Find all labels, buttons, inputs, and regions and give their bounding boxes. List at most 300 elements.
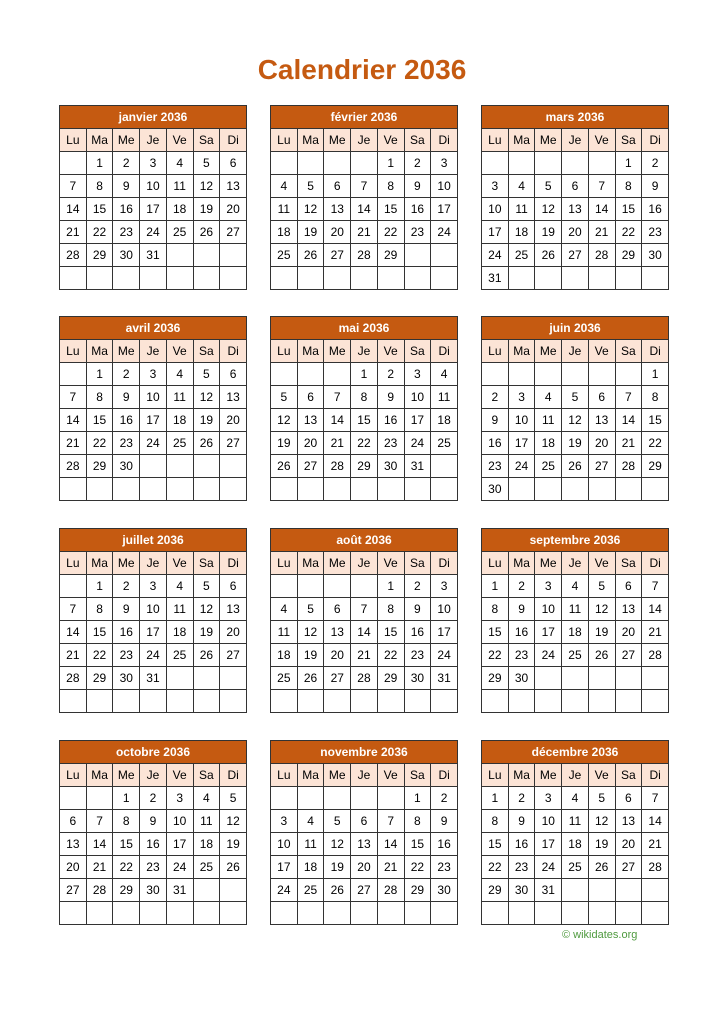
- day-cell: [482, 902, 509, 925]
- weekday-label: Di: [220, 129, 247, 152]
- day-cell: [588, 152, 615, 175]
- day-cell: [297, 363, 324, 386]
- weekday-label: Di: [431, 552, 458, 575]
- day-cell: 9: [642, 175, 669, 198]
- day-cell: 23: [140, 856, 167, 879]
- day-cell: 16: [642, 198, 669, 221]
- day-cell: 13: [562, 198, 589, 221]
- day-cell: [193, 690, 220, 713]
- day-cell: 18: [193, 833, 220, 856]
- day-cell: 8: [377, 175, 404, 198]
- day-cell: [588, 690, 615, 713]
- day-cell: [615, 879, 642, 902]
- day-cell: 18: [535, 432, 562, 455]
- day-cell: 30: [508, 667, 535, 690]
- weekday-label: Je: [351, 340, 378, 363]
- weekday-label: Me: [324, 340, 351, 363]
- weekday-label: Sa: [404, 764, 431, 787]
- day-cell: 23: [482, 455, 509, 478]
- weekday-label: Lu: [482, 129, 509, 152]
- week-row: [271, 690, 458, 713]
- day-cell: 18: [562, 621, 589, 644]
- day-cell: 29: [642, 455, 669, 478]
- day-cell: [642, 879, 669, 902]
- day-cell: 13: [60, 833, 87, 856]
- week-row: [271, 621, 458, 644]
- day-cell: 28: [615, 455, 642, 478]
- weekday-label: Ve: [377, 764, 404, 787]
- day-cell: 13: [615, 810, 642, 833]
- day-cell: [377, 267, 404, 290]
- day-cell: [535, 667, 562, 690]
- week-row: [271, 175, 458, 198]
- day-cell: 9: [113, 175, 140, 198]
- week-row: [60, 644, 247, 667]
- day-cell: 11: [166, 175, 193, 198]
- day-cell: [193, 267, 220, 290]
- day-cell: 27: [220, 221, 247, 244]
- day-cell: [642, 267, 669, 290]
- weekday-label: Ve: [166, 129, 193, 152]
- weekday-header-row: [60, 764, 247, 787]
- day-cell: 9: [140, 810, 167, 833]
- day-cell: 3: [508, 386, 535, 409]
- day-cell: [615, 690, 642, 713]
- week-row: [60, 409, 247, 432]
- week-row: [482, 856, 669, 879]
- day-cell: 20: [220, 409, 247, 432]
- day-cell: [642, 690, 669, 713]
- weekday-label: Di: [431, 764, 458, 787]
- day-cell: [562, 902, 589, 925]
- day-cell: 18: [297, 856, 324, 879]
- week-row: [482, 221, 669, 244]
- weekday-label: Di: [220, 552, 247, 575]
- day-cell: 29: [404, 879, 431, 902]
- weekday-label: Je: [562, 552, 589, 575]
- day-cell: [482, 152, 509, 175]
- day-cell: 22: [351, 432, 378, 455]
- day-cell: 26: [193, 644, 220, 667]
- week-row: [482, 667, 669, 690]
- day-cell: [324, 363, 351, 386]
- day-cell: 30: [113, 244, 140, 267]
- day-cell: [297, 902, 324, 925]
- day-cell: 6: [60, 810, 87, 833]
- day-cell: 24: [271, 879, 298, 902]
- weekday-label: Di: [220, 764, 247, 787]
- day-cell: 9: [508, 598, 535, 621]
- day-cell: 13: [297, 409, 324, 432]
- day-cell: [60, 478, 87, 501]
- day-cell: 6: [220, 575, 247, 598]
- day-cell: [351, 267, 378, 290]
- day-cell: 17: [271, 856, 298, 879]
- day-cell: 21: [642, 621, 669, 644]
- day-cell: [324, 690, 351, 713]
- day-cell: 1: [86, 575, 113, 598]
- day-cell: 25: [271, 244, 298, 267]
- day-cell: 30: [113, 455, 140, 478]
- day-cell: 22: [642, 432, 669, 455]
- weekday-label: Ve: [588, 764, 615, 787]
- day-cell: 17: [431, 198, 458, 221]
- day-cell: 16: [113, 198, 140, 221]
- day-cell: [86, 478, 113, 501]
- day-cell: 23: [377, 432, 404, 455]
- week-row: [60, 690, 247, 713]
- weekday-label: Je: [562, 764, 589, 787]
- day-cell: 28: [377, 879, 404, 902]
- day-cell: 26: [220, 856, 247, 879]
- day-cell: [508, 478, 535, 501]
- week-row: [482, 409, 669, 432]
- day-cell: 2: [642, 152, 669, 175]
- weekday-label: Lu: [482, 764, 509, 787]
- weekday-label: Me: [535, 129, 562, 152]
- weekday-label: Ma: [297, 552, 324, 575]
- day-cell: 5: [271, 386, 298, 409]
- day-cell: 26: [535, 244, 562, 267]
- day-cell: [482, 363, 509, 386]
- day-cell: 11: [271, 621, 298, 644]
- day-cell: 6: [297, 386, 324, 409]
- weekday-header-row: [271, 764, 458, 787]
- day-cell: [377, 902, 404, 925]
- day-cell: [193, 478, 220, 501]
- day-cell: 15: [86, 409, 113, 432]
- month-title: juillet 2036: [60, 529, 247, 552]
- day-cell: 16: [140, 833, 167, 856]
- week-row: [482, 455, 669, 478]
- weekday-label: Lu: [60, 764, 87, 787]
- day-cell: 15: [86, 198, 113, 221]
- day-cell: 13: [324, 621, 351, 644]
- day-cell: 27: [351, 879, 378, 902]
- day-cell: 20: [615, 833, 642, 856]
- day-cell: [166, 455, 193, 478]
- day-cell: [404, 478, 431, 501]
- week-row: [271, 478, 458, 501]
- day-cell: 11: [562, 810, 589, 833]
- weekday-label: Je: [140, 129, 167, 152]
- day-cell: 16: [113, 621, 140, 644]
- day-cell: 22: [377, 221, 404, 244]
- day-cell: 9: [113, 598, 140, 621]
- week-row: [60, 432, 247, 455]
- day-cell: 3: [482, 175, 509, 198]
- week-row: [60, 598, 247, 621]
- day-cell: 2: [508, 787, 535, 810]
- weekday-label: Ve: [588, 552, 615, 575]
- week-row: [60, 152, 247, 175]
- day-cell: [60, 787, 87, 810]
- day-cell: 10: [508, 409, 535, 432]
- weekday-label: Lu: [482, 340, 509, 363]
- day-cell: [60, 152, 87, 175]
- day-cell: 14: [60, 621, 87, 644]
- day-cell: 28: [642, 644, 669, 667]
- day-cell: 20: [297, 432, 324, 455]
- day-cell: 5: [562, 386, 589, 409]
- day-cell: [271, 363, 298, 386]
- day-cell: 26: [588, 856, 615, 879]
- day-cell: 26: [562, 455, 589, 478]
- day-cell: 31: [404, 455, 431, 478]
- day-cell: 3: [140, 152, 167, 175]
- week-row: [271, 879, 458, 902]
- day-cell: [351, 575, 378, 598]
- day-cell: 16: [482, 432, 509, 455]
- weekday-label: Ve: [377, 552, 404, 575]
- day-cell: [404, 902, 431, 925]
- day-cell: [431, 244, 458, 267]
- day-cell: [166, 267, 193, 290]
- day-cell: 28: [60, 667, 87, 690]
- weekday-label: Ve: [166, 340, 193, 363]
- day-cell: 16: [508, 621, 535, 644]
- weekday-label: Ve: [166, 764, 193, 787]
- day-cell: [615, 478, 642, 501]
- day-cell: 24: [140, 644, 167, 667]
- day-cell: 31: [482, 267, 509, 290]
- day-cell: 16: [431, 833, 458, 856]
- day-cell: 18: [508, 221, 535, 244]
- day-cell: 12: [297, 198, 324, 221]
- day-cell: 5: [193, 152, 220, 175]
- day-cell: 10: [140, 598, 167, 621]
- weekday-label: Me: [535, 340, 562, 363]
- weekday-label: Ma: [508, 129, 535, 152]
- day-cell: 17: [404, 409, 431, 432]
- day-cell: 17: [535, 833, 562, 856]
- day-cell: 30: [140, 879, 167, 902]
- weekday-label: Lu: [271, 764, 298, 787]
- day-cell: [193, 455, 220, 478]
- day-cell: [220, 667, 247, 690]
- day-cell: 7: [60, 175, 87, 198]
- weekday-header-row: [271, 340, 458, 363]
- weekday-header-row: [271, 129, 458, 152]
- day-cell: [220, 879, 247, 902]
- day-cell: 13: [324, 198, 351, 221]
- day-cell: [351, 690, 378, 713]
- weekday-label: Ma: [508, 552, 535, 575]
- day-cell: 26: [297, 244, 324, 267]
- month-title: décembre 2036: [482, 741, 669, 764]
- day-cell: [193, 667, 220, 690]
- day-cell: [615, 267, 642, 290]
- day-cell: 15: [615, 198, 642, 221]
- day-cell: [220, 455, 247, 478]
- day-cell: [431, 690, 458, 713]
- weekday-label: Ve: [588, 340, 615, 363]
- day-cell: [404, 690, 431, 713]
- day-cell: [324, 902, 351, 925]
- day-cell: [508, 267, 535, 290]
- day-cell: 2: [404, 152, 431, 175]
- weekday-label: Lu: [60, 129, 87, 152]
- month-title: mars 2036: [482, 106, 669, 129]
- day-cell: 3: [140, 575, 167, 598]
- day-cell: 7: [642, 787, 669, 810]
- day-cell: 7: [615, 386, 642, 409]
- day-cell: 14: [324, 409, 351, 432]
- month-calendar: [59, 105, 247, 290]
- day-cell: 6: [324, 598, 351, 621]
- day-cell: 24: [508, 455, 535, 478]
- day-cell: [271, 267, 298, 290]
- day-cell: 11: [166, 386, 193, 409]
- week-row: [482, 833, 669, 856]
- week-row: [60, 575, 247, 598]
- weekday-label: Sa: [193, 340, 220, 363]
- day-cell: 27: [615, 856, 642, 879]
- week-row: [482, 432, 669, 455]
- weekday-header-row: [482, 764, 669, 787]
- month-title: novembre 2036: [271, 741, 458, 764]
- weekday-label: Ma: [86, 552, 113, 575]
- day-cell: 22: [482, 856, 509, 879]
- day-cell: 18: [271, 221, 298, 244]
- day-cell: 12: [271, 409, 298, 432]
- week-row: [482, 152, 669, 175]
- day-cell: 3: [140, 363, 167, 386]
- day-cell: 8: [351, 386, 378, 409]
- week-row: [482, 175, 669, 198]
- day-cell: [431, 455, 458, 478]
- day-cell: 9: [377, 386, 404, 409]
- month-calendar: [59, 316, 247, 501]
- day-cell: [297, 152, 324, 175]
- day-cell: 9: [508, 810, 535, 833]
- day-cell: 15: [377, 198, 404, 221]
- day-cell: 4: [508, 175, 535, 198]
- day-cell: 29: [482, 667, 509, 690]
- day-cell: 3: [535, 575, 562, 598]
- day-cell: 2: [377, 363, 404, 386]
- day-cell: [86, 902, 113, 925]
- day-cell: [271, 575, 298, 598]
- day-cell: 28: [642, 856, 669, 879]
- day-cell: 22: [377, 644, 404, 667]
- day-cell: [351, 787, 378, 810]
- day-cell: 21: [86, 856, 113, 879]
- weekday-label: Je: [562, 129, 589, 152]
- weekday-header-row: [60, 552, 247, 575]
- week-row: [60, 221, 247, 244]
- day-cell: 25: [431, 432, 458, 455]
- day-cell: [562, 363, 589, 386]
- week-row: [60, 667, 247, 690]
- week-row: [482, 598, 669, 621]
- day-cell: [535, 363, 562, 386]
- day-cell: 1: [377, 152, 404, 175]
- weekday-label: Lu: [482, 552, 509, 575]
- weekday-label: Di: [642, 552, 669, 575]
- day-cell: 12: [193, 386, 220, 409]
- day-cell: [166, 690, 193, 713]
- weekday-label: Je: [351, 552, 378, 575]
- day-cell: 6: [324, 175, 351, 198]
- day-cell: 21: [60, 644, 87, 667]
- day-cell: 19: [297, 221, 324, 244]
- day-cell: 13: [588, 409, 615, 432]
- day-cell: [642, 478, 669, 501]
- day-cell: 10: [140, 175, 167, 198]
- day-cell: 24: [535, 856, 562, 879]
- weekday-label: Di: [431, 340, 458, 363]
- day-cell: 8: [86, 386, 113, 409]
- day-cell: [271, 902, 298, 925]
- day-cell: 6: [220, 152, 247, 175]
- day-cell: 25: [193, 856, 220, 879]
- weekday-label: Me: [324, 552, 351, 575]
- day-cell: [588, 667, 615, 690]
- week-row: [271, 267, 458, 290]
- day-cell: [166, 667, 193, 690]
- day-cell: 7: [351, 175, 378, 198]
- day-cell: 29: [86, 455, 113, 478]
- day-cell: 15: [404, 833, 431, 856]
- day-cell: 29: [86, 244, 113, 267]
- week-row: [60, 902, 247, 925]
- day-cell: 11: [535, 409, 562, 432]
- day-cell: 20: [220, 621, 247, 644]
- day-cell: [324, 478, 351, 501]
- day-cell: [404, 267, 431, 290]
- day-cell: [508, 690, 535, 713]
- day-cell: 5: [535, 175, 562, 198]
- month-title: octobre 2036: [60, 741, 247, 764]
- day-cell: [271, 787, 298, 810]
- day-cell: 18: [431, 409, 458, 432]
- weekday-header-row: [482, 340, 669, 363]
- weekday-label: Me: [324, 129, 351, 152]
- day-cell: 2: [113, 363, 140, 386]
- day-cell: [324, 267, 351, 290]
- day-cell: 7: [642, 575, 669, 598]
- credit-text[interactable]: © wikidates.org: [562, 929, 638, 941]
- day-cell: 29: [113, 879, 140, 902]
- week-row: [482, 363, 669, 386]
- day-cell: 10: [271, 833, 298, 856]
- day-cell: 12: [535, 198, 562, 221]
- day-cell: 1: [86, 152, 113, 175]
- day-cell: 11: [271, 198, 298, 221]
- day-cell: 14: [351, 198, 378, 221]
- day-cell: 11: [297, 833, 324, 856]
- day-cell: [140, 478, 167, 501]
- weekday-label: Sa: [404, 340, 431, 363]
- day-cell: [562, 690, 589, 713]
- week-row: [60, 478, 247, 501]
- day-cell: 1: [86, 363, 113, 386]
- day-cell: [562, 267, 589, 290]
- week-row: [271, 432, 458, 455]
- day-cell: 10: [404, 386, 431, 409]
- day-cell: 29: [377, 667, 404, 690]
- day-cell: [86, 787, 113, 810]
- day-cell: 12: [193, 598, 220, 621]
- day-cell: [535, 152, 562, 175]
- day-cell: 19: [271, 432, 298, 455]
- day-cell: 15: [482, 833, 509, 856]
- week-row: [482, 879, 669, 902]
- weekday-label: Me: [113, 129, 140, 152]
- day-cell: [562, 879, 589, 902]
- day-cell: 1: [482, 787, 509, 810]
